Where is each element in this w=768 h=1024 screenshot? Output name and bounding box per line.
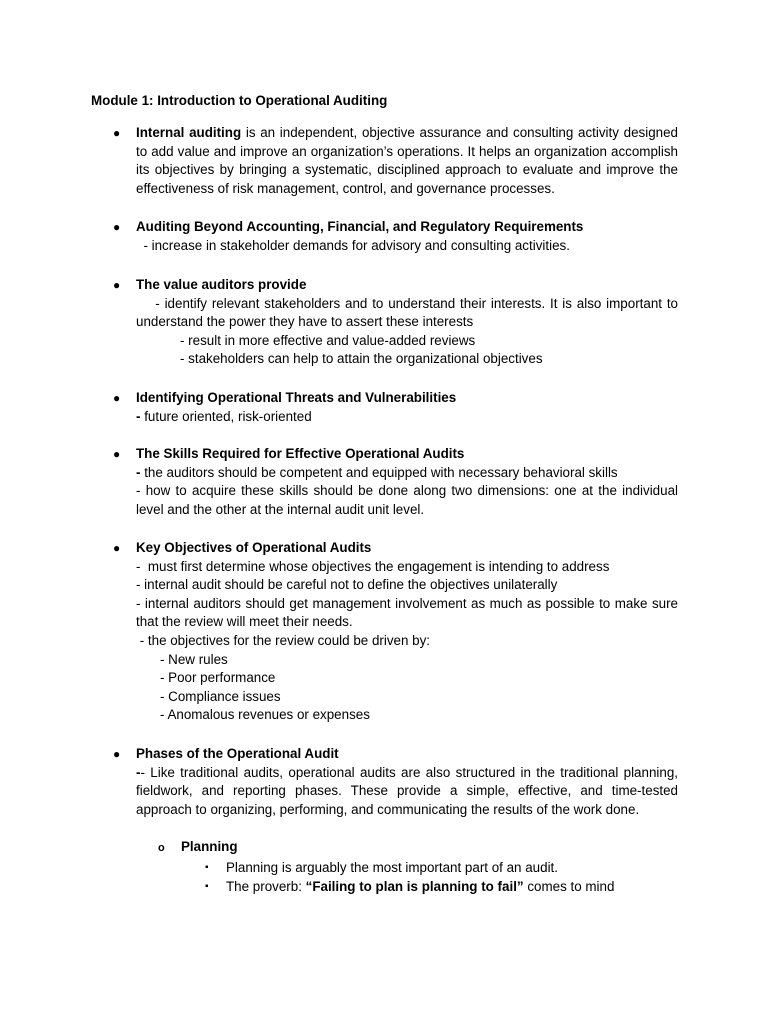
list-item bbox=[205, 859, 676, 878]
term-internal-auditing: Internal auditing bbox=[136, 125, 242, 140]
list-item bbox=[205, 878, 676, 897]
section-paragraph: - Like traditional audits, operational audits are also structured in the traditional planning, fieldwork, and reporting phases. These provide a simple, effective, and time-tested approach to organizing, performing, and communicating the results of the work done. bbox=[136, 764, 678, 817]
list-item: - New rules bbox=[160, 651, 228, 667]
section-heading: The value auditors provide bbox=[136, 277, 307, 292]
section-skills-required bbox=[113, 445, 678, 519]
page-title: Module 1: Introduction to Operational Auditing bbox=[91, 93, 388, 108]
section-line: - stakeholders can help to attain the organizational objectives bbox=[180, 351, 543, 367]
section-paragraph: - how to acquire these skills should be done along two dimensions: one at the individual level and the other at the internal audit unit level. bbox=[136, 483, 678, 517]
bullet-icon: ● bbox=[113, 220, 121, 234]
list-item: - Anomalous revenues or expenses bbox=[160, 707, 370, 723]
list-item-text: Planning is arguably the most important part of an audit. bbox=[226, 860, 558, 875]
hollow-circle-bullet-icon: o bbox=[158, 842, 165, 854]
section-paragraph: - identify relevant stakeholders and to understand their interests. It is also important to understand the power they have to assert these interests bbox=[136, 295, 682, 330]
list-item-text: comes to mind bbox=[523, 878, 615, 894]
section-value-auditors bbox=[113, 276, 682, 369]
section-line: the auditors should be competent and equipped with necessary behavioral skills bbox=[140, 464, 618, 480]
list-item: - Compliance issues bbox=[160, 688, 281, 704]
list-item: - Poor performance bbox=[160, 670, 276, 686]
section-line: - result in more effective and value-added reviews bbox=[180, 332, 476, 348]
list-item-text: The proverb: bbox=[226, 878, 306, 894]
section-line: - internal audit should be careful not to define the objectives unilaterally bbox=[136, 577, 558, 593]
subsection-planning bbox=[159, 838, 679, 857]
dash-marker: - bbox=[136, 408, 141, 424]
quote-text: “Failing to plan is planning to fail” bbox=[305, 878, 524, 894]
section-line: - increase in stakeholder demands for advisory and consulting activities. bbox=[136, 237, 570, 253]
section-phases bbox=[113, 745, 678, 819]
bullet-icon: ● bbox=[113, 391, 121, 405]
section-heading: Identifying Operational Threats and Vulnerabilities bbox=[136, 390, 457, 405]
bullet-icon: ● bbox=[113, 447, 121, 461]
planning-list bbox=[205, 859, 676, 896]
subsection-heading: Planning bbox=[181, 839, 238, 854]
bullet-icon: ● bbox=[113, 126, 121, 140]
bullet-icon: ● bbox=[113, 747, 121, 761]
section-key-objectives bbox=[113, 539, 678, 725]
dash-marker: - bbox=[136, 464, 141, 480]
section-heading: Key Objectives of Operational Audits bbox=[136, 540, 372, 555]
bullet-icon: ● bbox=[113, 278, 121, 292]
section-auditing-beyond bbox=[113, 218, 678, 255]
section-paragraph: - internal auditors should get management involvement as much as possible to make sure that the review will meet their needs. bbox=[136, 595, 678, 630]
section-line: - must first determine whose objectives the engagement is intending to address bbox=[136, 558, 610, 574]
section-line: - the objectives for the review could be driven by: bbox=[136, 632, 430, 648]
definition-text: is an independent, objective assurance and consulting activity designed to add value and improve an organization’s operations. It helps an organization accomplish its objectives by bringing a systematic, disciplined approach to evaluate and improve the effectiveness of risk management, control, and governance processes. bbox=[136, 125, 678, 196]
section-line: future oriented, risk-oriented bbox=[140, 408, 312, 424]
section-heading: The Skills Required for Effective Operational Audits bbox=[136, 446, 465, 461]
bullet-icon: ● bbox=[113, 541, 121, 555]
section-heading: Auditing Beyond Accounting, Financial, and Regulatory Requirements bbox=[136, 219, 584, 234]
dash-marker: - bbox=[136, 764, 141, 780]
section-heading: Phases of the Operational Audit bbox=[136, 746, 339, 761]
square-bullet-icon: ▪ bbox=[205, 862, 209, 873]
section-operational-threats bbox=[113, 389, 678, 426]
section-internal-auditing bbox=[113, 124, 678, 198]
square-bullet-icon: ▪ bbox=[205, 880, 209, 892]
